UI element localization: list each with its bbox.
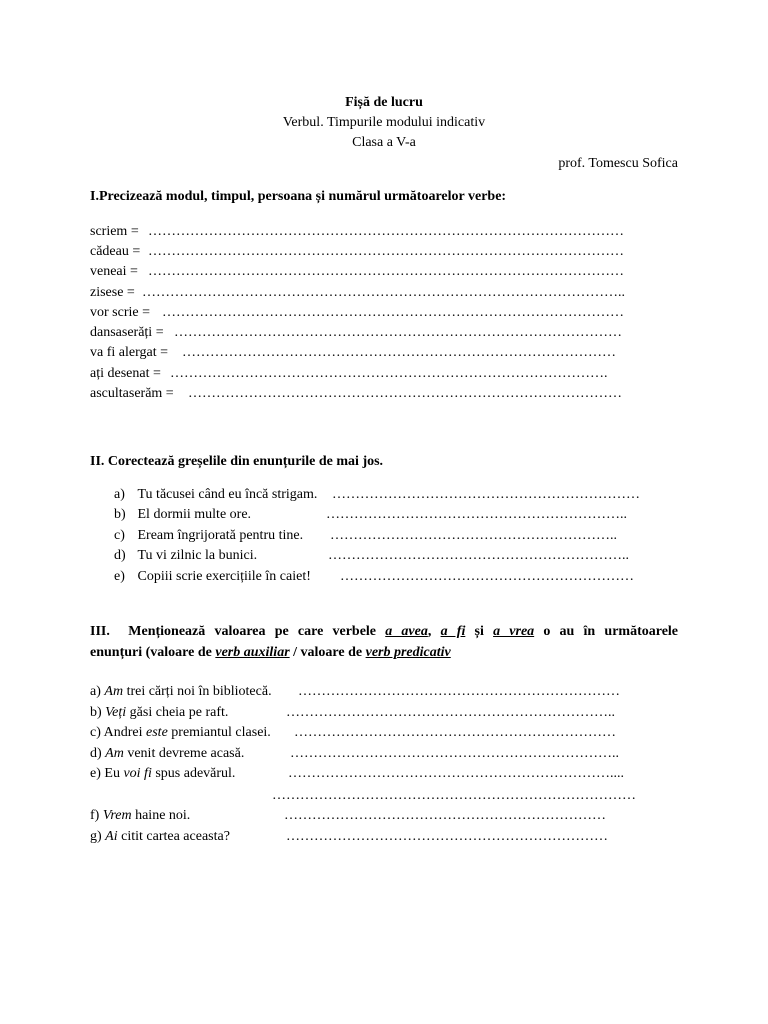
answer-line[interactable]: ………………………………………………………………………………………… — [148, 244, 624, 259]
answer-line[interactable]: ………………………………………………………………………………… — [182, 345, 616, 360]
list-item — [90, 384, 680, 404]
sentence: găsi cheia pe raft. — [129, 705, 229, 720]
sentence-start: Eu — [104, 766, 120, 781]
section-1-title: I.Precizează modul, timpul, persoana și numărul următoarelor verbe: — [90, 189, 507, 204]
conjunction: și — [474, 624, 484, 639]
list-item — [90, 723, 680, 743]
item-label: d) — [114, 548, 126, 563]
answer-line[interactable]: …………………………………………………………….. — [290, 746, 619, 761]
highlighted-verb: voi fi — [123, 766, 152, 781]
item-label: b) — [90, 705, 102, 720]
highlighted-verb: Ai — [105, 829, 118, 844]
list-item — [90, 703, 680, 723]
sentence: Tu vi zilnic la bunici. — [137, 548, 258, 563]
sentence: Copiii scrie exercițiile în caiet! — [137, 569, 311, 584]
highlighted-verb: Veți — [105, 705, 127, 720]
author-label: prof. Tomescu Sofica — [558, 156, 678, 171]
answer-line[interactable]: ……………………………………………………….. — [328, 548, 629, 563]
list-item — [90, 682, 680, 702]
verb-label: zisese = — [90, 285, 135, 300]
verb-label: vor scrie = — [90, 305, 150, 320]
section-3-title: III. Menționează valoarea pe care verbele a avea, a fi și a vrea o au în următoarele enunțuri (valoare de verb auxiliar / valoare de verb predicativ — [90, 624, 679, 660]
list-item — [90, 827, 680, 847]
list-item — [90, 343, 680, 363]
worksheet-title: Fișă de lucru — [345, 95, 423, 110]
answer-line[interactable]: …………………………………………………………….... — [288, 766, 624, 781]
answer-line[interactable]: ……………………………………………………….. — [326, 507, 627, 522]
item-label: d) — [90, 746, 102, 761]
answer-line[interactable]: …………………………………………………………… — [284, 808, 606, 823]
grade-label: Clasa a V-a — [352, 135, 416, 150]
term-verb-predicativ: verb predicativ — [365, 645, 451, 660]
sentence: haine noi. — [135, 808, 191, 823]
item-label: g) — [90, 829, 102, 844]
answer-line[interactable]: ………………………………………………………………………………………… — [148, 224, 624, 239]
item-label: e) — [114, 569, 125, 584]
list-item — [90, 242, 680, 262]
item-label: a) — [90, 684, 101, 699]
verb-a-fi: a fi — [440, 624, 466, 639]
list-item — [114, 485, 674, 505]
section-3-instruction-cont: o au în următoarele — [543, 624, 679, 639]
list-item — [114, 526, 674, 546]
sentence: venit devreme acasă. — [127, 746, 245, 761]
item-label: c) — [90, 725, 101, 740]
answer-line[interactable]: ……………………………………………………… — [340, 569, 634, 584]
answer-line[interactable]: …………………………………………………………… — [298, 684, 620, 699]
item-label: b) — [114, 507, 126, 522]
answer-line[interactable]: ……………………………………………………………………………………… — [162, 305, 624, 320]
list-item — [90, 364, 680, 384]
section-3-number: III. — [90, 624, 110, 639]
answer-line[interactable]: ………………………………………………………… — [332, 487, 640, 502]
separator: / valoare de — [293, 645, 363, 660]
list-item — [90, 262, 680, 282]
section-3-instruction-line2: enunțuri (valoare de — [90, 645, 212, 660]
list-item — [90, 764, 680, 784]
verb-label: ați desenat = — [90, 366, 161, 381]
worksheet-subtitle: Verbul. Timpurile modului indicativ — [282, 115, 486, 130]
verb-label: dansaserăți = — [90, 325, 164, 340]
verb-label: veneai = — [90, 264, 138, 279]
answer-line[interactable]: …………………………………………………………….. — [286, 705, 615, 720]
answer-line[interactable]: …………………………………………………….. — [330, 528, 617, 543]
item-label: a) — [114, 487, 125, 502]
term-verb-auxiliar: verb auxiliar — [215, 645, 290, 660]
verb-label: cădeau = — [90, 244, 141, 259]
verb-label: scriem = — [90, 224, 139, 239]
answer-line[interactable]: …………………………………………………………… — [294, 725, 616, 740]
highlighted-verb: Am — [105, 746, 124, 761]
list-item — [90, 323, 680, 343]
item-label: c) — [114, 528, 125, 543]
answer-line[interactable]: ………………………………………………………………………………………… — [148, 264, 624, 279]
sentence: El dormii multe ore. — [137, 507, 252, 522]
list-item — [90, 303, 680, 323]
verb-a-vrea: a vrea — [493, 624, 535, 639]
section-3-instruction: Menționează valoarea pe care verbele — [128, 624, 377, 639]
sentence: citit cartea aceasta? — [121, 829, 230, 844]
answer-line[interactable]: …………………………………………………………………………………… — [174, 325, 622, 340]
list-item — [90, 744, 680, 764]
highlighted-verb: Am — [104, 684, 124, 699]
answer-line[interactable]: …………………………………………………………………… — [272, 788, 636, 803]
item-label: f) — [90, 808, 100, 823]
verb-label: ascultaserăm = — [90, 386, 174, 401]
highlighted-verb: Vrem — [102, 808, 132, 823]
sentence: Eream îngrijorată pentru tine. — [137, 528, 304, 543]
answer-line[interactable]: …………………………………………………………………………………. — [170, 366, 608, 381]
list-item — [90, 806, 680, 826]
list-item — [114, 567, 674, 587]
list-item — [114, 505, 674, 525]
list-item — [90, 786, 680, 806]
sentence-start: Andrei — [103, 725, 143, 740]
answer-line[interactable]: …………………………………………………………… — [286, 829, 608, 844]
section-2-title: II. Corectează greșelile din enunțurile de mai jos. — [90, 454, 384, 469]
sentence: spus adevărul. — [155, 766, 236, 781]
verb-a-avea: a avea — [385, 624, 428, 639]
answer-line[interactable]: ………………………………………………………………………………………….. — [142, 285, 625, 300]
item-label: e) — [90, 766, 101, 781]
sentence: premiantul clasei. — [171, 725, 271, 740]
list-item — [90, 222, 680, 242]
verb-label: va fi alergat = — [90, 345, 168, 360]
answer-line[interactable]: ………………………………………………………………………………… — [188, 386, 622, 401]
list-item — [90, 283, 680, 303]
sentence: trei cărți noi în bibliotecă. — [126, 684, 272, 699]
list-item — [114, 546, 674, 566]
sentence: Tu tăcusei când eu încă strigam. — [137, 487, 318, 502]
highlighted-verb: este — [146, 725, 168, 740]
